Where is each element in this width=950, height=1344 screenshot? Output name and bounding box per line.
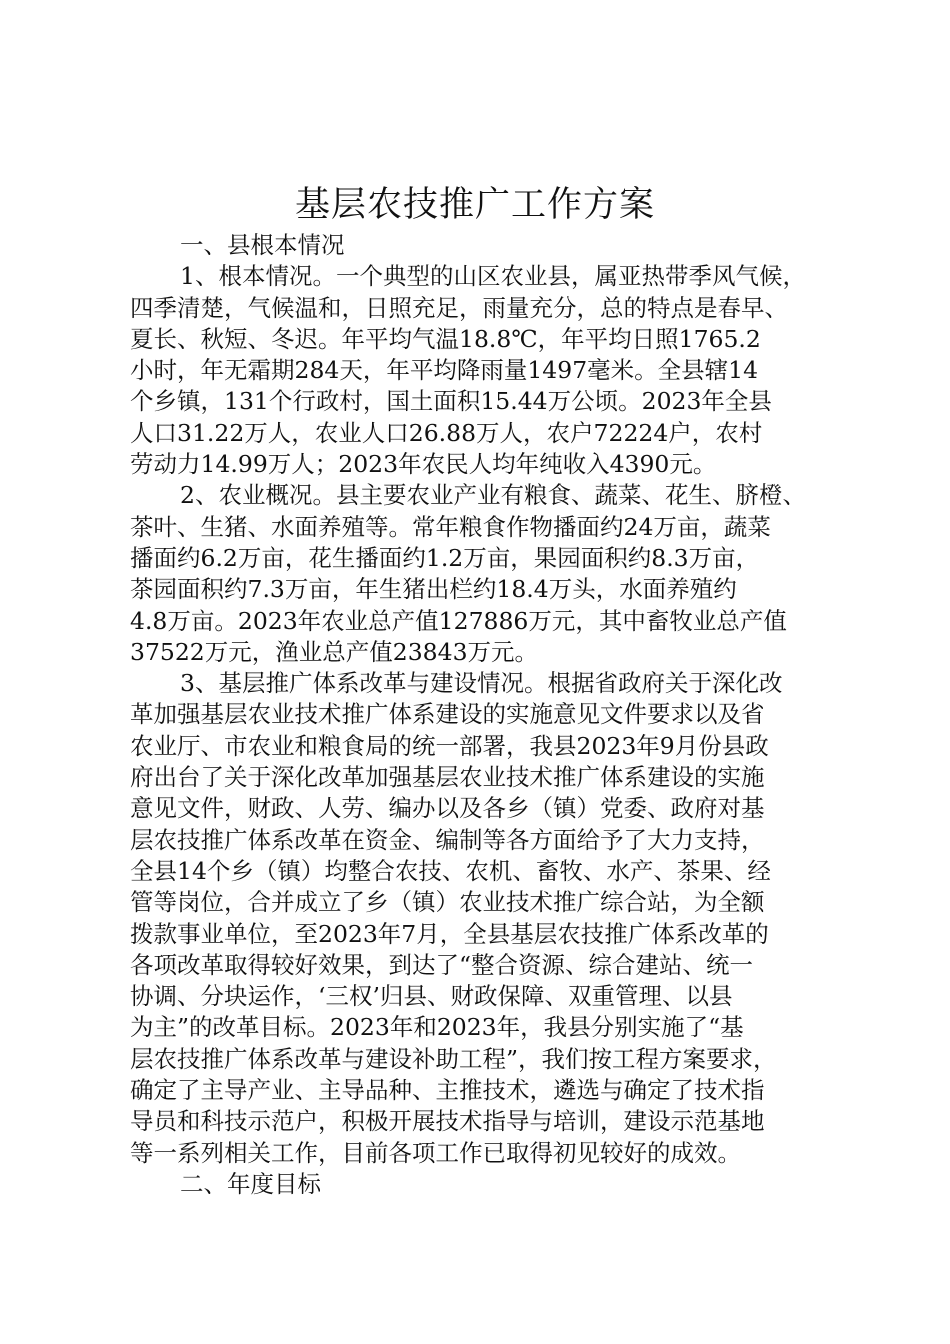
text-line: 一、县根本情况 bbox=[180, 231, 345, 259]
text-line: 府出台了关于深化改革加强基层农业技术推广体系建设的实施 bbox=[130, 763, 765, 792]
text-line: 37522万元，渔业总产值23843万元。 bbox=[130, 637, 539, 666]
text-line: 各项改革取得较好效果，到达了“整合资源、综合建站、统一 bbox=[130, 950, 754, 979]
text-line: 确定了主导产业、主导品种、主推技术，遴选与确定了技术指 bbox=[130, 1076, 765, 1105]
text-line: 拨款事业单位，至2023年7月，全县基层农技推广体系改革的 bbox=[130, 919, 769, 948]
text-line: 协调、分块运作，‘三权’归县、财政保障、双重管理、以县 bbox=[130, 982, 733, 1011]
text-line: 夏长、秋短、冬迟。年平均气温18.8℃，年平均日照1765.2 bbox=[130, 324, 761, 353]
document-title: 基层农技推广工作方案 bbox=[294, 185, 655, 225]
text-line: 二、年度目标 bbox=[180, 1169, 321, 1198]
text-line: 为主”的改革目标。2023年和2023年，我县分别实施了“基 bbox=[130, 1013, 744, 1042]
text-line: 革加强基层农业技术推广体系建设的实施意见文件要求以及省 bbox=[130, 700, 765, 729]
text-line: 劳动力14.99万人；2023年农民人均年纯收入4390元。 bbox=[130, 450, 717, 479]
text-line: 个乡镇，131个行政村，国土面积15.44万公顷。2023年全县 bbox=[130, 387, 772, 416]
text-line: 3、基层推广体系改革与建设情况。根据省政府关于深化改 bbox=[180, 669, 783, 698]
document-body bbox=[130, 230, 842, 1200]
text-line: 全县14个乡（镇）均整合农技、农机、畜牧、水产、茶果、经 bbox=[130, 856, 771, 885]
text-line: 导员和科技示范户，积极开展技术指导与培训，建设示范基地 bbox=[130, 1107, 765, 1136]
text-line: 层农技推广体系改革与建设补助工程”，我们按工程方案要求， bbox=[130, 1044, 777, 1073]
text-line: 小时，年无霜期284天，年平均降雨量1497毫米。全县辖14 bbox=[130, 356, 759, 385]
text-line: 农业厅、市农业和粮食局的统一部署，我县2023年9月份县政 bbox=[130, 731, 769, 760]
text-line: 2、农业概况。县主要农业产业有粮食、蔬菜、花生、脐橙、 bbox=[180, 481, 806, 510]
text-line: 意见文件，财政、人劳、编办以及各乡（镇）党委、政府对基 bbox=[130, 794, 765, 823]
text-line: 人口31.22万人，农业人口26.88万人，农户72224户，农村 bbox=[130, 418, 763, 447]
text-line: 4.8万亩。2023年农业总产值127886万元，其中畜牧业总产值 bbox=[130, 606, 787, 635]
text-line: 等一系列相关工作，目前各项工作已取得初见较好的成效。 bbox=[130, 1138, 741, 1167]
text-line: 播面约6.2万亩，花生播面约1.2万亩，果园面积约8.3万亩， bbox=[130, 543, 760, 572]
text-line: 管等岗位，合并成立了乡（镇）农业技术推广综合站，为全额 bbox=[130, 888, 765, 917]
text-line: 茶叶、生猪、水面养殖等。常年粮食作物播面约24万亩，蔬菜 bbox=[130, 512, 771, 541]
text-line: 1、根本情况。一个典型的山区农业县，属亚热带季风气候， bbox=[180, 262, 806, 291]
text-line: 茶园面积约7.3万亩，年生猪出栏约18.4万头，水面养殖约 bbox=[130, 575, 737, 604]
text-line: 四季清楚，气候温和，日照充足，雨量充分，总的特点是春早、 bbox=[130, 293, 788, 322]
text-line: 层农技推广体系改革在资金、编制等各方面给予了大力支持， bbox=[130, 825, 765, 854]
